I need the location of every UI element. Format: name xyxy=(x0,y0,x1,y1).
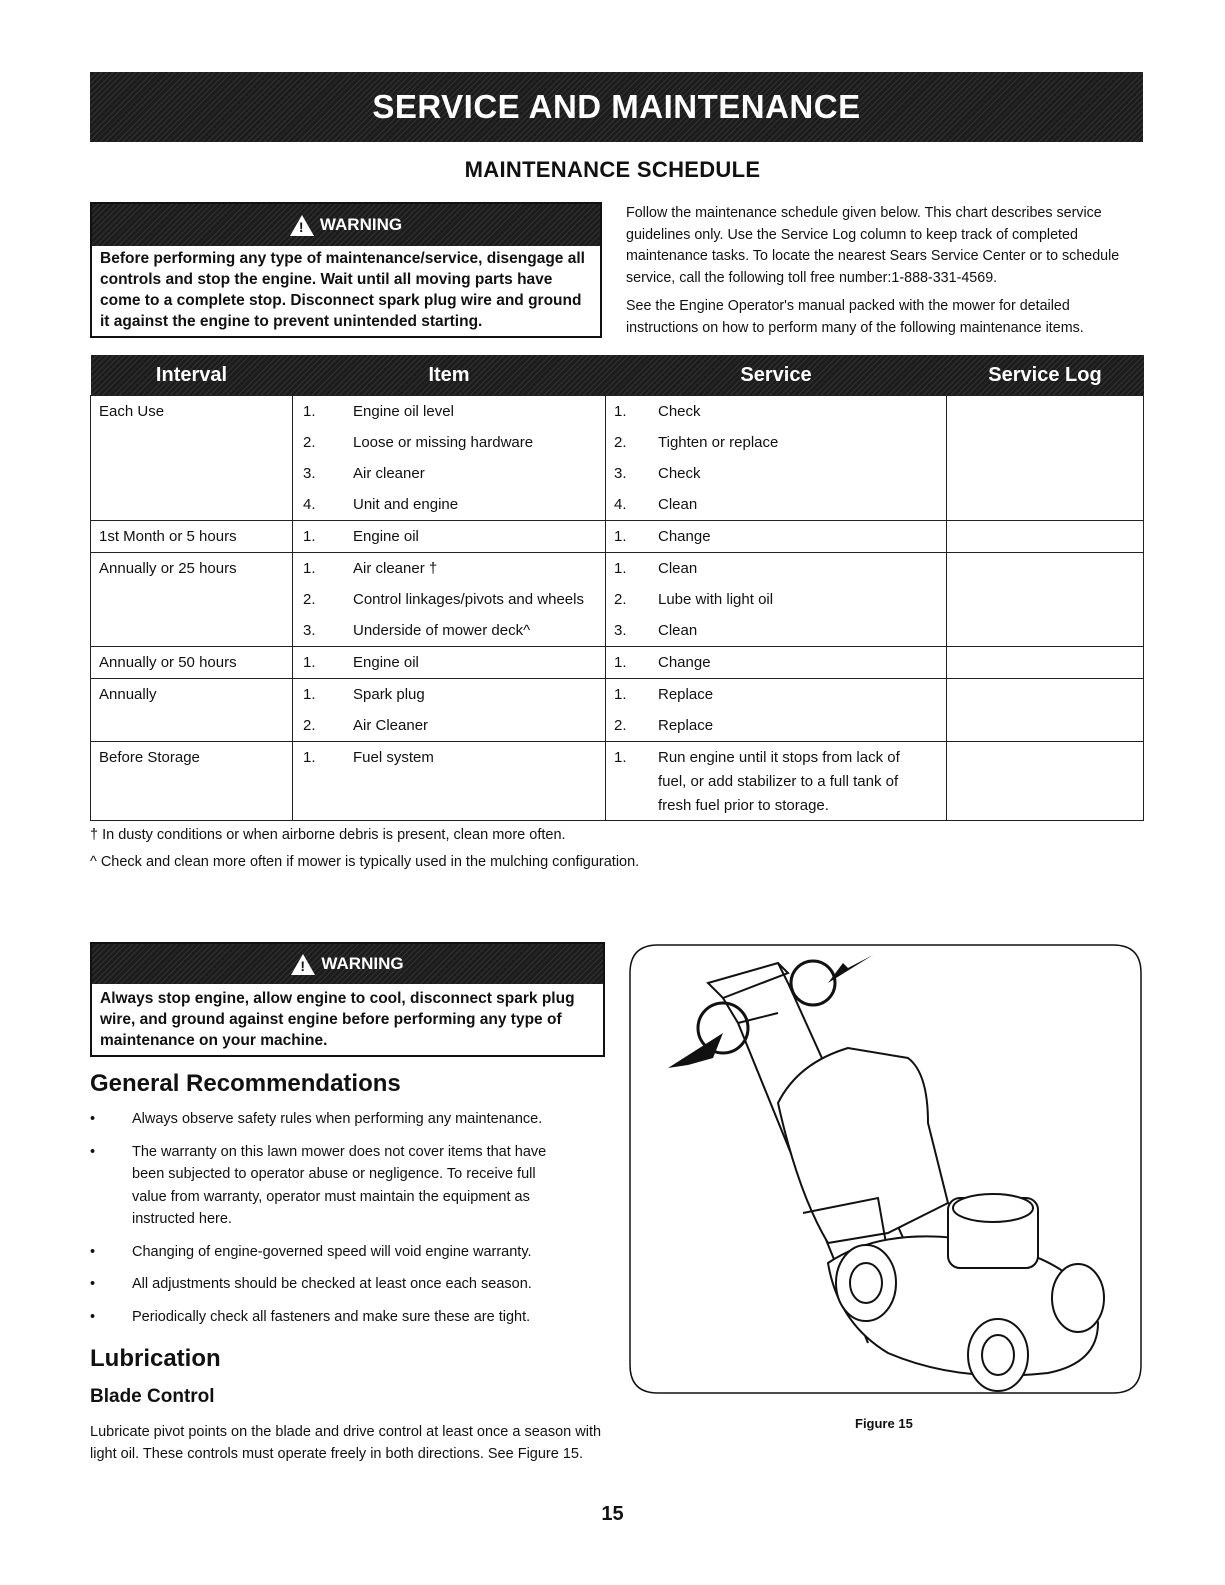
service-cell: 1. Change xyxy=(606,647,947,679)
warning-triangle-icon: ! xyxy=(290,215,314,236)
recommendations-list xyxy=(90,1108,610,1338)
item-cell: 1. Fuel system xyxy=(293,742,606,821)
item-cell: 1. Air cleaner † 2. Control linkages/pivots and wheels 3. Underside of mower deck^ xyxy=(293,553,606,647)
lubrication-heading: Lubrication xyxy=(90,1345,221,1372)
schedule-title: MAINTENANCE SCHEDULE xyxy=(464,157,761,182)
warning-box-top xyxy=(90,202,602,338)
list-item: • The warranty on this lawn mower does not cover items that have been subjected to operator abuse or negligence. To receive full value from warranty, operator must maintain the equipment as instructed here. xyxy=(90,1143,547,1227)
general-recommendations-heading: General Recommendations xyxy=(90,1070,401,1097)
item-cell: 1. Spark plug 2. Air Cleaner xyxy=(293,679,606,742)
service-cell: 1. Check 2. Tighten or replace 3. Check 4. Clean xyxy=(606,396,947,521)
list-item: • All adjustments should be checked at least once each season. xyxy=(90,1276,532,1292)
service-log-cell[interactable] xyxy=(947,553,1144,647)
intro-paragraph-1: Follow the maintenance schedule given below. This chart describes service guidelines only. Use the Service Log column to keep track of completed maintenance tasks. To locate the nearest Sears Service Center or to schedule service, call the following toll free number:1-888-331-4569. xyxy=(626,205,1120,286)
service-cell: 1. Replace 2. Replace xyxy=(606,679,947,742)
interval-cell: Annually xyxy=(91,679,293,742)
table-row xyxy=(91,396,1144,521)
warning-label: WARNING xyxy=(321,954,404,973)
service-cell: 1. Change xyxy=(606,521,947,553)
warning-header xyxy=(92,204,600,246)
warning-text: Always stop engine, allow engine to cool, disconnect spark plug wire, and ground against engine before performing any type of maintenance on your machine. xyxy=(100,990,575,1049)
warning-label: WARNING xyxy=(319,215,403,234)
banner-title: SERVICE AND MAINTENANCE xyxy=(372,88,861,125)
header-item: Item xyxy=(428,363,470,386)
figure-caption: Figure 15 xyxy=(855,1416,913,1431)
table-row xyxy=(91,679,1144,742)
interval-cell: Annually or 50 hours xyxy=(91,647,293,679)
warning-text: Before performing any type of maintenance/service, disengage all controls and stop the engine. Wait until all moving parts have come to a complete stop. Disconnect spark plug wire and ground it against the engine to prevent unintended starting. xyxy=(100,250,585,330)
interval-cell: Each Use xyxy=(91,396,293,521)
blade-control-text: Lubricate pivot points on the blade and drive control at least once a season with light oil. These controls must operate freely in both directions. See Figure 15. xyxy=(90,1424,602,1462)
warning-box-bottom xyxy=(90,942,605,1057)
header-service-log: Service Log xyxy=(988,363,1102,386)
blade-control-subheading: Blade Control xyxy=(90,1386,215,1407)
service-cell: 1. Clean 2. Lube with light oil 3. Clean xyxy=(606,553,947,647)
list-item: • Always observe safety rules when performing any maintenance. xyxy=(90,1111,543,1127)
item-cell: 1. Engine oil level 2. Loose or missing hardware 3. Air cleaner 4. Unit and engine xyxy=(293,396,606,521)
interval-cell: 1st Month or 5 hours xyxy=(91,521,293,553)
list-item: • Periodically check all fasteners and make sure these are tight. xyxy=(90,1308,531,1325)
interval-cell: Annually or 25 hours xyxy=(91,553,293,647)
service-log-cell[interactable] xyxy=(947,647,1144,679)
page-number: 15 xyxy=(601,1503,624,1525)
footnote-dagger: † In dusty conditions or when airborne debris is present, clean more often. xyxy=(90,827,566,843)
table-row xyxy=(91,553,1144,647)
service-log-cell[interactable] xyxy=(947,742,1144,821)
table-row xyxy=(91,521,1144,553)
item-cell: 1. Engine oil xyxy=(293,521,606,553)
intro-paragraph-2: See the Engine Operator's manual packed with the mower for detailed instructions on how to perform many of the following maintenance items. xyxy=(626,298,1084,336)
mower-icon xyxy=(708,963,1104,1391)
list-item: • Changing of engine-governed speed will void engine warranty. xyxy=(90,1243,532,1260)
service-log-cell[interactable] xyxy=(947,521,1144,553)
figure-15-illustration xyxy=(628,943,1143,1395)
service-log-cell[interactable] xyxy=(947,396,1144,521)
footnote-caret: ^ Check and clean more often if mower is typically used in the mulching configuration. xyxy=(90,854,640,870)
header-service: Service xyxy=(740,363,812,386)
table-row xyxy=(91,742,1144,821)
interval-cell: Before Storage xyxy=(91,742,293,821)
warning-header xyxy=(92,944,603,984)
schedule-intro xyxy=(626,203,1146,346)
service-cell: 1. Run engine until it stops from lack of fuel, or add stabilizer to a full tank of fresh fuel prior to storage. xyxy=(606,742,947,821)
table-row xyxy=(91,647,1144,679)
service-log-cell[interactable] xyxy=(947,679,1144,742)
maintenance-schedule-table xyxy=(90,355,1144,821)
header-interval: Interval xyxy=(155,363,228,386)
table-header-row xyxy=(91,355,1144,396)
warning-triangle-icon: ! xyxy=(291,954,315,975)
page-banner xyxy=(90,72,1143,142)
item-cell: 1. Engine oil xyxy=(293,647,606,679)
